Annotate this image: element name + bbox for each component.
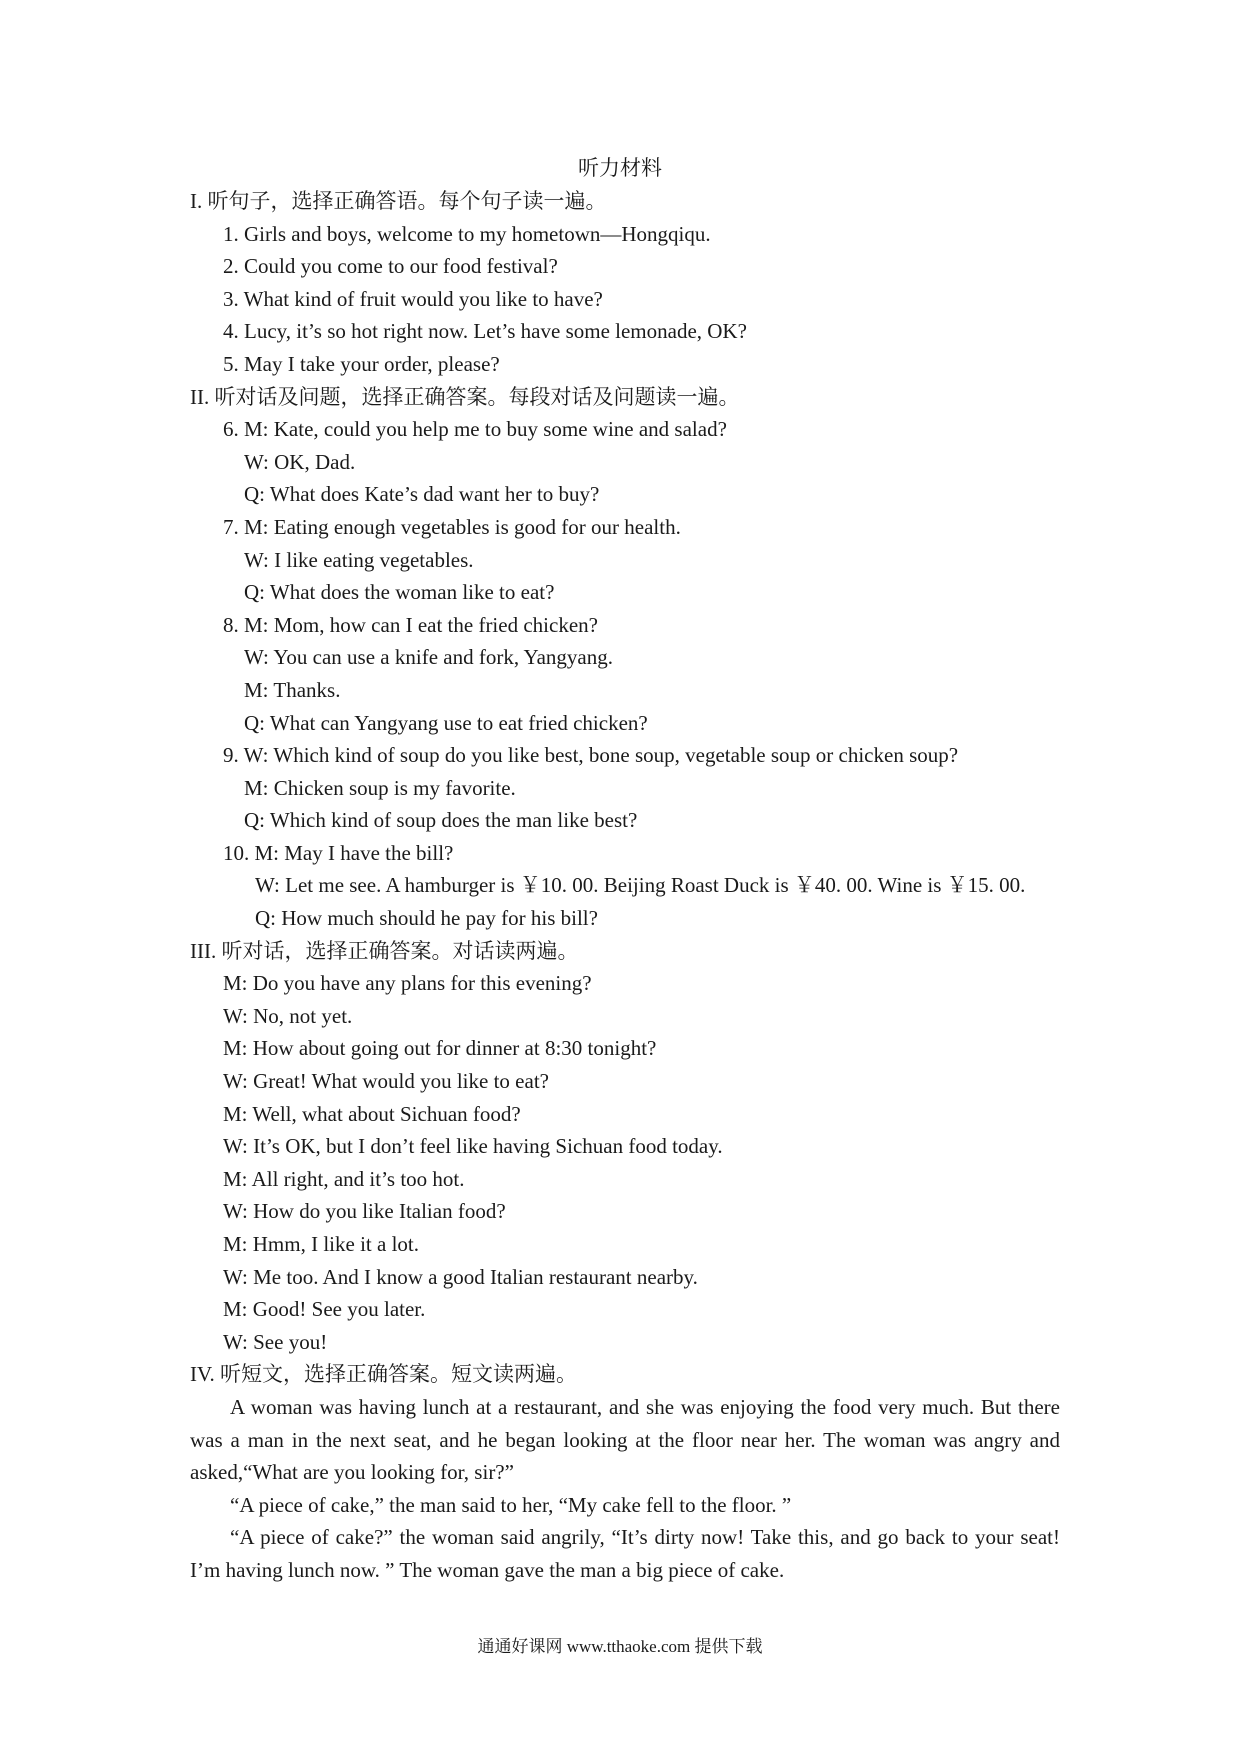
conversation-line: M: Well, what about Sichuan food? <box>223 1101 521 1126</box>
dialogue-8-question: Q: What can Yangyang use to eat fried chicken? <box>244 710 648 735</box>
passage-paragraph: “A piece of cake?” the woman said angrily, “It’s dirty now! Take this, and go back to your seat! I’m having lunch now. ” The woman gave the man a big piece of cake. <box>190 1525 1060 1582</box>
footer-source: 通通好课网 www.tthaoke.com 提供下载 <box>477 1637 763 1656</box>
section-2-heading: II. 听对话及问题，选择正确答案。每段对话及问题读一遍。 <box>190 384 740 409</box>
conversation-line: W: How do you like Italian food? <box>223 1199 506 1224</box>
conversation-line: W: Me too. And I know a good Italian restaurant nearby. <box>223 1264 698 1289</box>
sentence-2: 2. Could you come to our food festival? <box>223 254 558 279</box>
conversation-line: W: Great! What would you like to eat? <box>223 1069 549 1094</box>
sentence-3: 3. What kind of fruit would you like to have? <box>223 286 603 311</box>
dialogue-6-line: W: OK, Dad. <box>244 449 356 474</box>
dialogue-10-question: Q: How much should he pay for his bill? <box>255 906 598 931</box>
dialogue-8-line: 8. M: Mom, how can I eat the fried chicken? <box>223 612 598 637</box>
dialogue-7-line: W: I like eating vegetables. <box>244 547 474 572</box>
document-body <box>190 185 1060 1587</box>
sentence-4: 4. Lucy, it’s so hot right now. Let’s have some lemonade, OK? <box>223 319 747 344</box>
conversation-line: M: How about going out for dinner at 8:30 tonight? <box>223 1036 657 1061</box>
dialogue-6-question: Q: What does Kate’s dad want her to buy? <box>244 482 600 507</box>
section-4-heading: IV. 听短文，选择正确答案。短文读两遍。 <box>190 1362 577 1387</box>
dialogue-10-line: W: Let me see. A hamburger is ￥10. 00. Beijing Roast Duck is ￥40. 00. Wine is ￥15. 00. <box>255 873 1026 898</box>
dialogue-7-line: 7. M: Eating enough vegetables is good for our health. <box>223 514 681 539</box>
dialogue-8-line: M: Thanks. <box>244 677 341 702</box>
conversation-line: W: See you! <box>223 1329 328 1354</box>
section-3-heading: III. 听对话，选择正确答案。对话读两遍。 <box>190 938 579 963</box>
sentence-1: 1. Girls and boys, welcome to my hometown—Hongqiqu. <box>223 221 711 246</box>
dialogue-9-question: Q: Which kind of soup does the man like best? <box>244 808 638 833</box>
conversation-line: M: Hmm, I like it a lot. <box>223 1232 419 1256</box>
conversation-line: M: All right, and it’s too hot. <box>223 1166 465 1191</box>
dialogue-6-line: 6. M: Kate, could you help me to buy some wine and salad? <box>223 417 727 442</box>
dialogue-7-question: Q: What does the woman like to eat? <box>244 580 555 605</box>
conversation-line: M: Good! See you later. <box>223 1297 426 1322</box>
conversation-line: W: It’s OK, but I don’t feel like having Sichuan food today. <box>223 1134 723 1159</box>
passage-paragraph: A woman was having lunch at a restaurant, and she was enjoying the food very much. But there was a man in the next seat, and he began looking at the floor near her. The woman was angry and asked,“What are you looking for, sir?” <box>190 1394 1060 1485</box>
conversation-line: W: No, not yet. <box>223 1003 353 1028</box>
page-title: 听力材料 <box>578 156 662 180</box>
conversation-line: M: Do you have any plans for this evening? <box>223 971 592 996</box>
passage <box>190 1391 1060 1587</box>
dialogue-10-line: 10. M: May I have the bill? <box>223 840 454 865</box>
dialogue-8-line: W: You can use a knife and fork, Yangyang. <box>244 645 613 670</box>
section-1-heading: I. 听句子，选择正确答语。每个句子读一遍。 <box>190 189 607 213</box>
sentence-5: 5. May I take your order, please? <box>223 351 500 376</box>
dialogue-9-line: M: Chicken soup is my favorite. <box>244 775 516 800</box>
passage-paragraph: “A piece of cake,” the man said to her, “My cake fell to the floor. ” <box>230 1492 792 1517</box>
dialogue-9-line: 9. W: Which kind of soup do you like best, bone soup, vegetable soup or chicken soup? <box>223 743 959 768</box>
